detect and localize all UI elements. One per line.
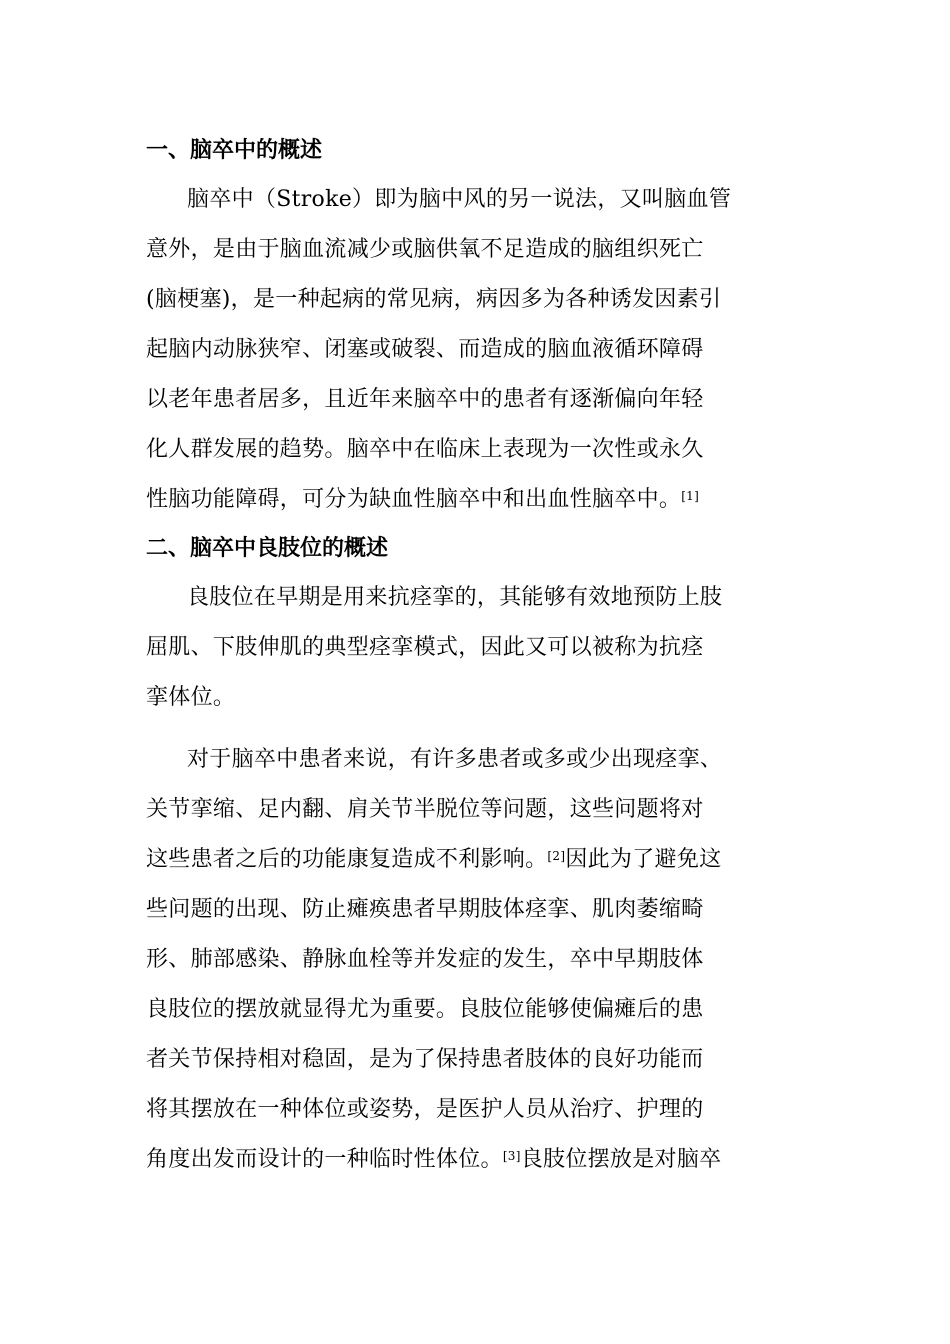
section2-heading: 二、脑卒中良肢位的概述 [146, 535, 389, 561]
citation-3: [3] [502, 1149, 521, 1163]
section1-heading: 一、脑卒中的概述 [146, 137, 323, 163]
citation-2: [2] [547, 849, 566, 863]
section2-para2-line-3 [146, 844, 721, 876]
section1-line-4: 起脑内动脉狭窄、闭塞或破裂、而造成的脑血液循环障碍 [146, 337, 704, 362]
section1-line-3: (脑梗塞)，是一种起病的常见病，病因多为各种诱发因素引 [146, 287, 722, 312]
para2-last-before: 角度出发而设计的一种临时性体位。 [146, 1147, 503, 1172]
section2-para2-line-9 [146, 1144, 721, 1176]
section2-para2-line-2: 关节挛缩、足内翻、肩关节半脱位等问题，这些问题将对 [146, 797, 704, 822]
section2-para2-line-8: 将其摆放在一种体位或姿势，是医护人员从治疗、护理的 [146, 1097, 704, 1122]
citation-1: [1] [681, 489, 700, 503]
section2-para2-line-4: 些问题的出现、防止瘫痪患者早期肢体痉挛、肌肉萎缩畸 [146, 897, 704, 922]
section2-para1-line-1: 良肢位在早期是用来抗痉挛的，其能够有效地预防上肢 [187, 585, 723, 610]
section1-line-7 [146, 484, 699, 516]
section2-para2-line-6: 良肢位的摆放就显得尤为重要。良肢位能够使偏瘫后的患 [146, 997, 704, 1022]
section1-last-line-text: 性脑功能障碍，可分为缺血性脑卒中和出血性脑卒中。 [146, 487, 682, 512]
section1-line-1: 脑卒中（Stroke）即为脑中风的另一说法，又叫脑血管 [187, 187, 732, 212]
para2-line3-before: 这些患者之后的功能康复造成不利影响。 [146, 847, 548, 872]
section2-para1-line-3: 挛体位。 [146, 685, 236, 710]
section2-para1-line-2: 屈肌、下肢伸肌的典型痉挛模式，因此又可以被称为抗痉 [146, 635, 704, 660]
section2-para2-line-1: 对于脑卒中患者来说，有许多患者或多或少出现痉挛、 [187, 747, 723, 772]
section1-line-2: 意外，是由于脑血流减少或脑供氧不足造成的脑组织死亡 [146, 237, 704, 262]
para2-line3-after: 因此为了避免这 [565, 847, 722, 872]
para2-last-after: 良肢位摆放是对脑卒 [520, 1147, 722, 1172]
section1-line-5: 以老年患者居多，且近年来脑卒中的患者有逐渐偏向年轻 [146, 387, 704, 412]
section2-para2-line-7: 者关节保持相对稳固，是为了保持患者肢体的良好功能而 [146, 1047, 704, 1072]
section1-line-6: 化人群发展的趋势。脑卒中在临床上表现为一次性或永久 [146, 437, 704, 462]
section2-para2-line-5: 形、肺部感染、静脉血栓等并发症的发生，卒中早期肢体 [146, 947, 704, 972]
